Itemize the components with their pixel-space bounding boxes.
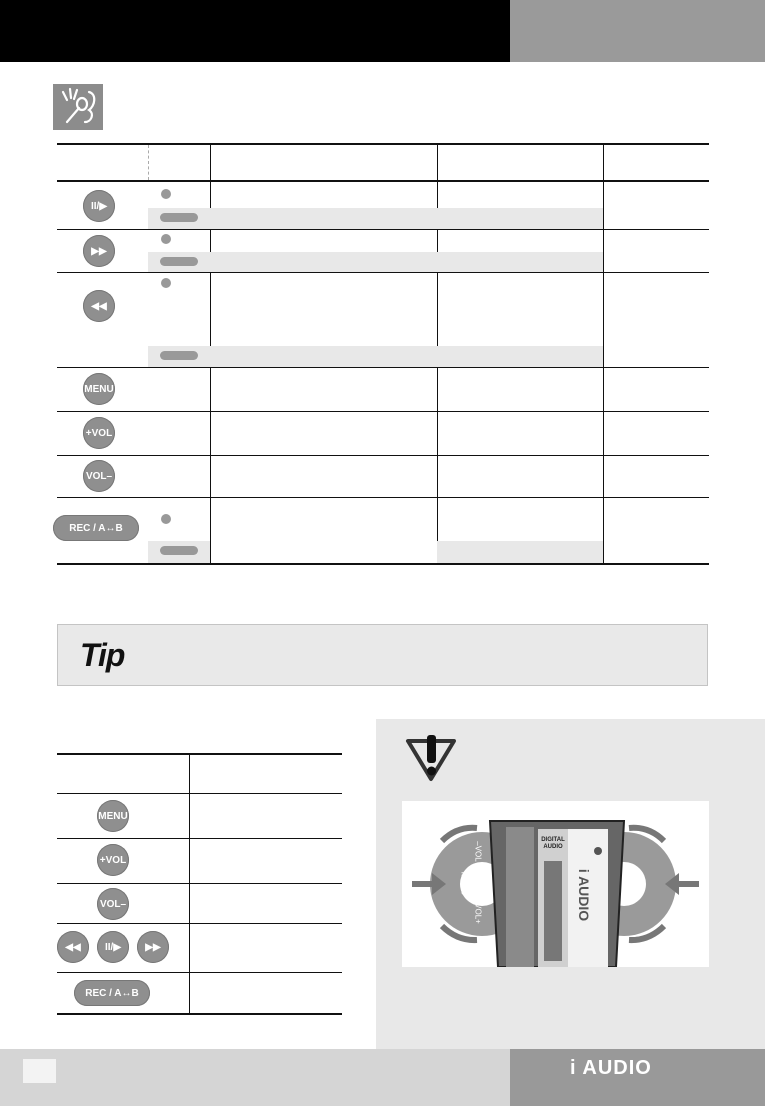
tip-box [57, 624, 708, 686]
vol-up-icon: +VOL [85, 427, 113, 439]
tip-label: Tip [80, 637, 125, 673]
device-menu-label: MENU [459, 871, 469, 896]
fast-forward-icon: ▶▶ [145, 941, 161, 953]
vol-up-button [83, 417, 115, 449]
menu-icon: MENU [84, 383, 114, 395]
lower-vol-up-button [97, 844, 129, 876]
warning-icon [404, 733, 458, 783]
footer-left-bar [0, 1049, 510, 1106]
device-vol-plus-label: VOL+ [473, 903, 483, 924]
lower-play-pause-button [97, 931, 129, 963]
page-number-box [23, 1059, 56, 1083]
fast-forward-button [83, 235, 115, 267]
rec-ab-button [53, 515, 139, 541]
device-vol-minus-label: –VOL [473, 841, 483, 862]
header-gray-bar [510, 0, 765, 62]
play-pause-icon: II/▶ [90, 200, 108, 212]
microphone-icon [53, 84, 103, 130]
lower-menu-button [97, 800, 129, 832]
rewind-icon: ◀◀ [65, 941, 81, 953]
lower-rec-ab-button [74, 980, 150, 1006]
rewind-button [83, 290, 115, 322]
menu-button [83, 373, 115, 405]
rec-ab-icon: REC / A↔B [69, 522, 123, 534]
vol-down-button [83, 460, 115, 492]
vol-down-icon: VOL– [85, 470, 113, 482]
device-illustration [402, 801, 709, 967]
vol-down-icon: VOL– [99, 898, 127, 910]
rec-ab-icon: REC / A↔B [85, 987, 139, 999]
fast-forward-icon: ▶▶ [91, 245, 107, 257]
footer-brand-logo: i AUDIO [570, 1057, 652, 1079]
vol-up-icon: +VOL [99, 854, 127, 866]
device-digital-audio-label: DIGITAL AUDIO [541, 837, 565, 850]
header-black-bar [0, 0, 510, 62]
play-pause-icon: II/▶ [104, 941, 122, 953]
lower-fast-forward-button [137, 931, 169, 963]
play-pause-button [83, 190, 115, 222]
lower-rewind-button [57, 931, 89, 963]
device-brand-text: i AUDIO [576, 868, 592, 922]
menu-icon: MENU [98, 810, 128, 822]
lower-vol-down-button [97, 888, 129, 920]
rewind-icon: ◀◀ [91, 300, 107, 312]
